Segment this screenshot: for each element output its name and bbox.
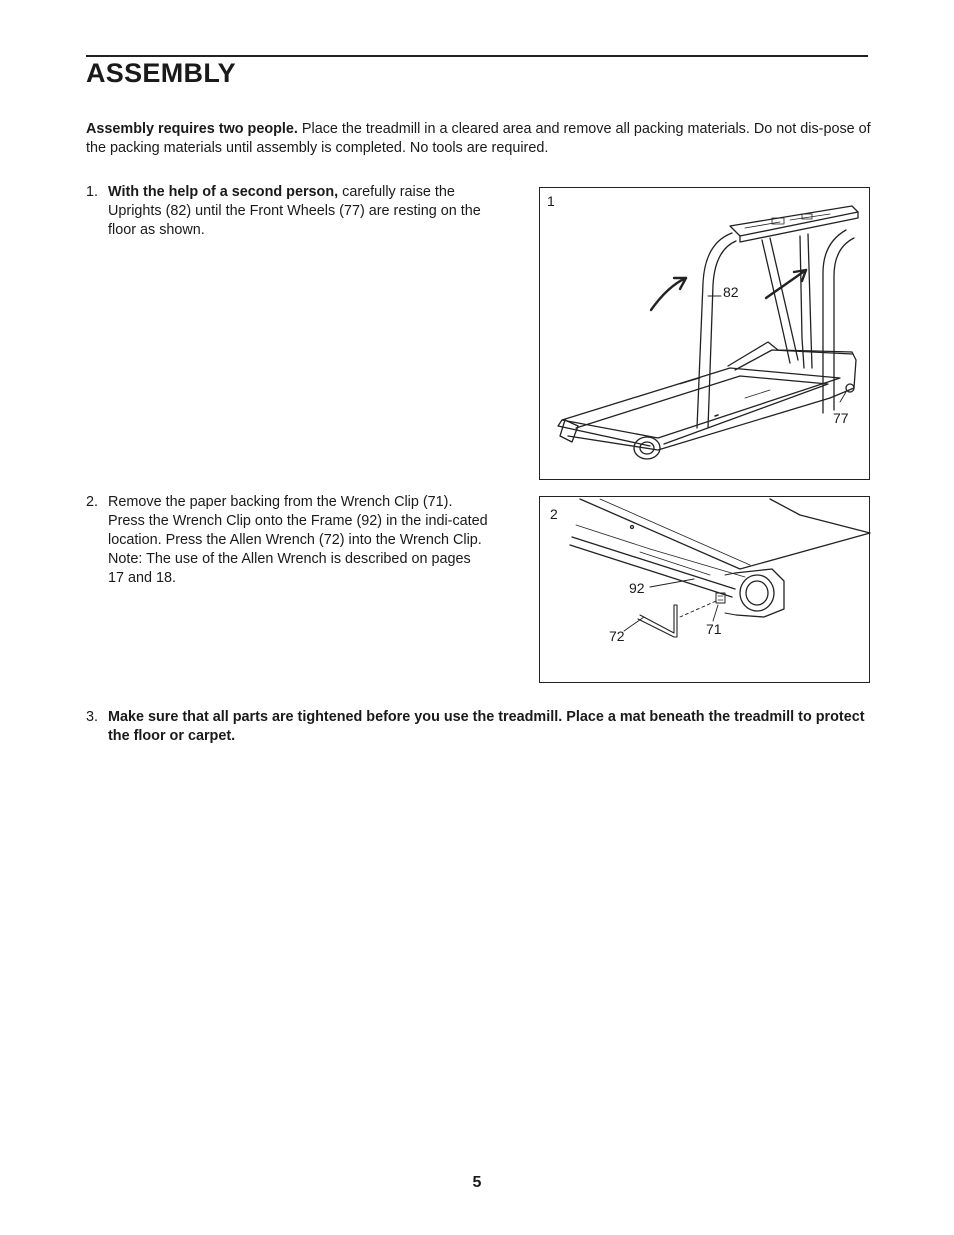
- step-body: carefully raise the Uprights (82) until the Front Wheels (77) are resting on the floor as shown.: [108, 184, 481, 238]
- step-number: 1.: [86, 184, 99, 200]
- callout-82: 82: [723, 284, 739, 300]
- intro-bold: Assembly requires two people.: [86, 121, 298, 137]
- figure-2: [539, 496, 870, 683]
- figure-1: [539, 187, 870, 480]
- callout-71: 71: [706, 621, 722, 637]
- header-rule: [86, 55, 868, 57]
- treadmill-upright-illustration: [540, 188, 871, 481]
- callout-92: 92: [629, 580, 645, 596]
- step-text: Remove the paper backing from the Wrench Clip (71). Press the Wrench Clip onto the Frame (92) in the indi-cated location. Press the Allen Wrench (72) into the Wrench Clip. Note: The use of the Allen Wrench is described on pages 17 and 18.: [108, 494, 488, 586]
- intro-text: Place the treadmill in a cleared area and remove all packing materials. Do not dis-pose of the packing materials until assembly is completed. No tools are required.: [86, 121, 871, 156]
- step-number: 2.: [86, 494, 99, 510]
- step-bold: With the help of a second person,: [108, 184, 339, 200]
- callout-77: 77: [833, 410, 849, 426]
- figure-number: 1: [547, 193, 555, 209]
- step-text: Make sure that all parts are tightened before you use the treadmill. Place a mat beneath the treadmill to protect the floor or carpet.: [108, 709, 865, 744]
- intro-paragraph: [86, 120, 876, 158]
- wrench-clip-illustration: [540, 497, 871, 684]
- figure-number: 2: [550, 506, 558, 522]
- step-text: [108, 183, 498, 240]
- page-title: ASSEMBLY: [86, 58, 236, 88]
- step-number: 3.: [86, 709, 99, 725]
- callout-72: 72: [609, 628, 625, 644]
- page-number: 5: [472, 1174, 482, 1191]
